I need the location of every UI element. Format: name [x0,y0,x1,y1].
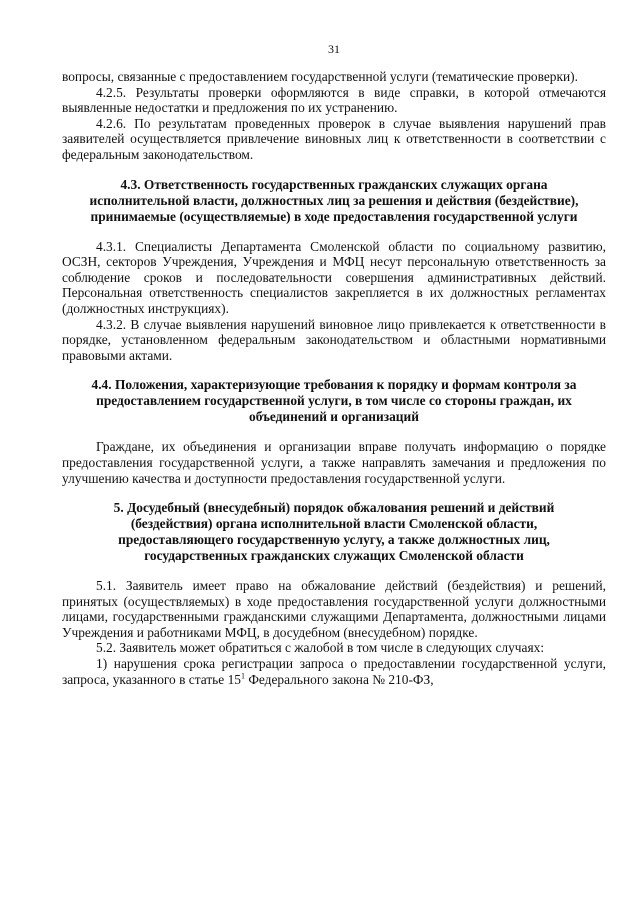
paragraph-4-4-citizens: Граждане, их объединения и организации вправе получать информацию о порядке предоставления государственной услуги, а также направлять замечания и предложения по улучшению качества и доступности предоставления государственной услуги. [62,439,606,486]
paragraph-5-2-item-1 [62,656,606,687]
section-4-3-heading: 4.3. Ответственность государственных гражданских служащих органа исполнительной власти, должностных лиц за решения и действия (бездействие), принимаемые (осуществляемые) в ходе предоставления государственной услуги [89,176,579,224]
paragraph-5-1: 5.1. Заявитель имеет право на обжалование действий (бездействия) и решений, принятых (осуществляемых) в ходе предоставления государственной услуги должностными лицами, государственными гражданскими служащими Департамента, должностными лицами Учреждения и работниками МФЦ, в досудебном (внесудебном) порядке. [62,578,606,640]
paragraph-4-2-5: 4.2.5. Результаты проверки оформляются в виде справки, в которой отмечаются выявленные недостатки и предложения по их устранению. [62,84,606,116]
paragraph-4-2-6: 4.2.6. По результатам проведенных проверок в случае выявления нарушений прав заявителей осуществляется привлечение виновных лиц к ответственности в соответствии с федеральным законодательством. [62,115,606,162]
paragraph-continuation: вопросы, связанные с предоставлением государственной услуги (тематические проверки). [62,69,578,84]
paragraph-4-3-2: 4.3.2. В случае выявления нарушений виновное лицо привлекается к ответственности в порядке, установленном федеральным законодательством и областными нормативными правовыми актами. [62,316,606,363]
section-4-4-heading: 4.4. Положения, характеризующие требования к порядку и формам контроля за предоставлением государственной услуги, в том числе со стороны граждан, их объединений и организаций [91,377,577,425]
article-superscript: 1 [240,671,245,681]
paragraph-5-2: 5.2. Заявитель может обратиться с жалобой в том числе в следующих случаях: [96,640,545,656]
paragraph-4-3-1: 4.3.1. Специалисты Департамента Смоленской области по социальному развитию, ОСЗН, секторов Учреждения, Учреждения и МФЦ несут персональную ответственность за соблюдение сроков и последовательности совершения административных действий. Персональная ответственность специалистов закрепляется в их должностных регламентах (должностных инструкциях). [62,238,606,316]
page-number: 31 [328,42,340,56]
item-1-text-before: 1) нарушения срока регистрации запроса о предоставлении государственной услуги, запроса, указанного в статье 15 [62,656,606,687]
item-1-text-after: Федерального закона № 210-ФЗ, [244,671,434,687]
section-5-heading: 5. Досудебный (внесудебный) порядок обжалования решений и действий (бездействия) органа исполнительной власти Смоленской области, предоставляющего государственную услугу, а также должностных лиц, государственных гражданских служащих Смоленской области [113,500,555,564]
